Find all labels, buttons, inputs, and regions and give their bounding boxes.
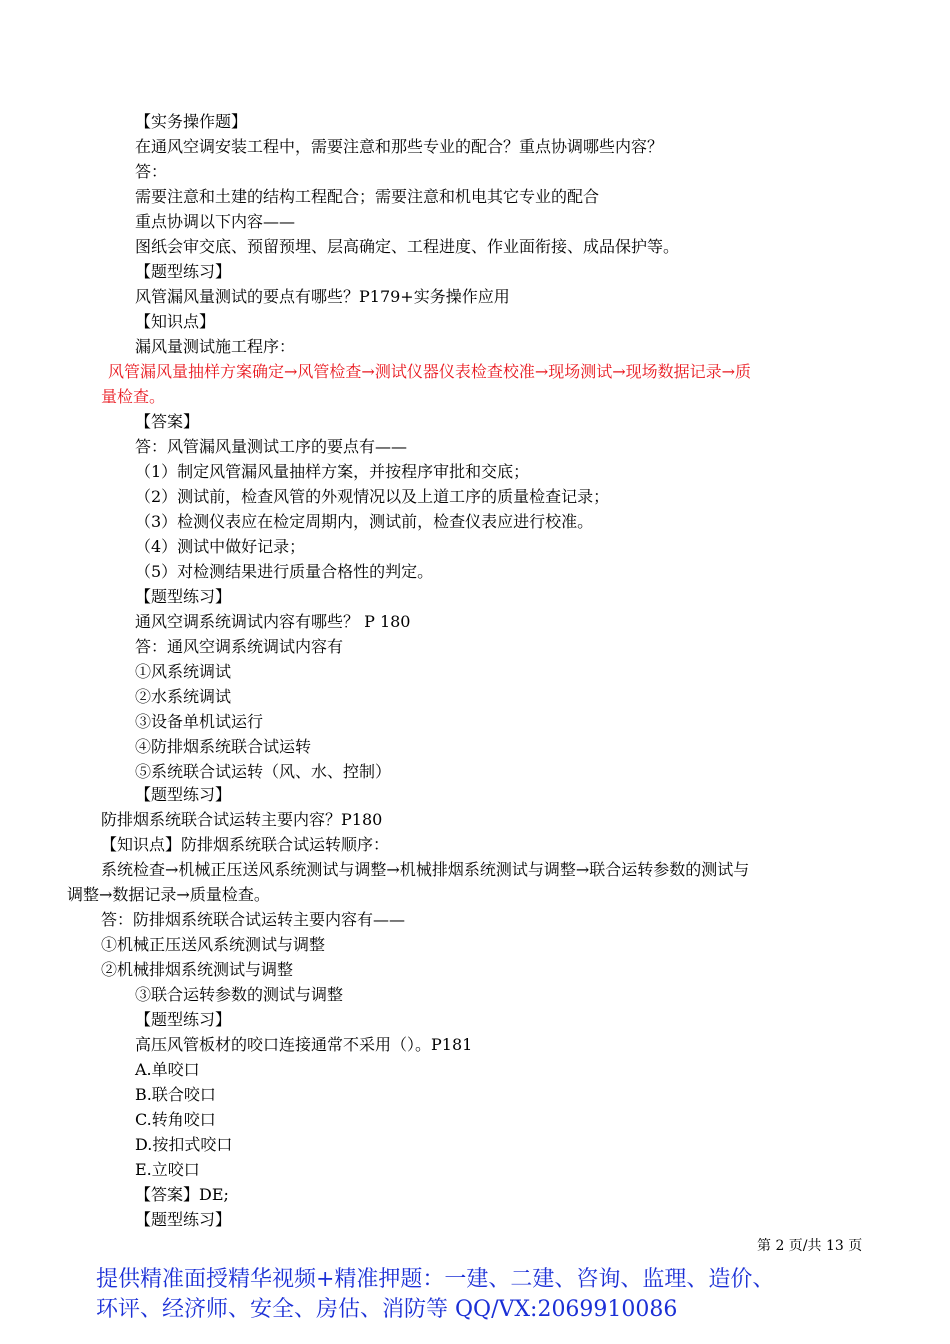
answer-item: （5）对检测结果进行质量合格性的判定。 — [135, 562, 434, 581]
knowledge-line-cont: 调整→数据记录→质量检查。 — [67, 885, 270, 904]
section-heading: 【知识点】 — [135, 312, 216, 331]
answer-line: 重点协调以下内容—— — [135, 212, 296, 231]
knowledge-line: 漏风量测试施工程序： — [135, 337, 296, 356]
answer-item: ②机械排烟系统测试与调整 — [101, 960, 294, 979]
section-heading: 【题型练习】 — [135, 1210, 232, 1229]
answer-item: ③设备单机试运行 — [135, 712, 264, 731]
option-e: E.立咬口 — [135, 1160, 200, 1179]
section-heading: 【题型练习】 — [135, 262, 232, 281]
answer-item: （1）制定风管漏风量抽样方案，并按程序审批和交底； — [135, 462, 530, 481]
answer-item: ④防排烟系统联合试运转 — [135, 737, 312, 756]
option-c: C.转角咬口 — [135, 1110, 216, 1129]
section-heading: 【题型练习】 — [135, 785, 232, 804]
answer-line: 需要注意和土建的结构工程配合；需要注意和机电其它专业的配合 — [135, 187, 600, 206]
highlight-procedure-cont: 量检查。 — [101, 387, 166, 406]
answer-line: 答：防排烟系统联合试运转主要内容有—— — [101, 910, 406, 929]
answer-item: ①机械正压送风系统测试与调整 — [101, 935, 326, 954]
option-d: D.按扣式咬口 — [135, 1135, 233, 1154]
answer-item: （4）测试中做好记录； — [135, 537, 306, 556]
answer-label: 答： — [135, 162, 168, 181]
answer-item: ③联合运转参数的测试与调整 — [135, 985, 344, 1004]
question-text: 高压风管板材的咬口连接通常不采用（）。P181 — [135, 1035, 473, 1054]
knowledge-line: 系统检查→机械正压送风系统测试与调整→机械排烟系统测试与调整→联合运转参数的测试与 — [101, 860, 750, 879]
answer-line: 答：风管漏风量测试工序的要点有—— — [135, 437, 408, 456]
knowledge-line: 【知识点】防排烟系统联合试运转顺序： — [101, 835, 390, 854]
ad-banner-line1: 提供精准面授精华视频+精准押题：一建、二建、咨询、监理、造价、 — [96, 1267, 775, 1292]
highlight-procedure: 风管漏风量抽样方案确定→风管检查→测试仪器仪表检查校准→现场测试→现场数据记录→质 — [108, 362, 752, 381]
option-b: B.联合咬口 — [135, 1085, 216, 1104]
answer-line: 答：通风空调系统调试内容有 — [135, 637, 344, 656]
answer-item: （3）检测仪表应在检定周期内，测试前，检查仪表应进行校准。 — [135, 512, 594, 531]
section-heading: 【实务操作题】 — [135, 112, 248, 131]
section-heading: 【题型练习】 — [135, 1010, 232, 1029]
answer-item: ②水系统调试 — [135, 687, 232, 706]
section-heading: 【题型练习】 — [135, 587, 232, 606]
answer-item: （2）测试前，检查风管的外观情况以及上道工序的质量检查记录； — [135, 487, 610, 506]
section-heading: 【答案】 — [135, 412, 200, 431]
question-text: 防排烟系统联合试运转主要内容？P180 — [101, 810, 383, 829]
page-number: 第 2 页/共 13 页 — [757, 1238, 863, 1254]
answer-key: 【答案】DE; — [135, 1185, 229, 1204]
answer-item: ①风系统调试 — [135, 662, 232, 681]
option-a: A.单咬口 — [135, 1060, 200, 1079]
question-text: 风管漏风量测试的要点有哪些？P179+实务操作应用 — [135, 287, 510, 306]
answer-item: ⑤系统联合试运转（风、水、控制） — [135, 762, 392, 781]
ad-banner-line2: 环评、经济师、安全、房估、消防等 QQ/VX:2069910086 — [96, 1297, 678, 1322]
question-text: 在通风空调安装工程中，需要注意和那些专业的配合？重点协调哪些内容？ — [135, 137, 664, 156]
question-text: 通风空调系统调试内容有哪些？ P 180 — [135, 612, 411, 631]
answer-line: 图纸会审交底、预留预埋、层高确定、工程进度、作业面衔接、成品保护等。 — [135, 237, 680, 256]
